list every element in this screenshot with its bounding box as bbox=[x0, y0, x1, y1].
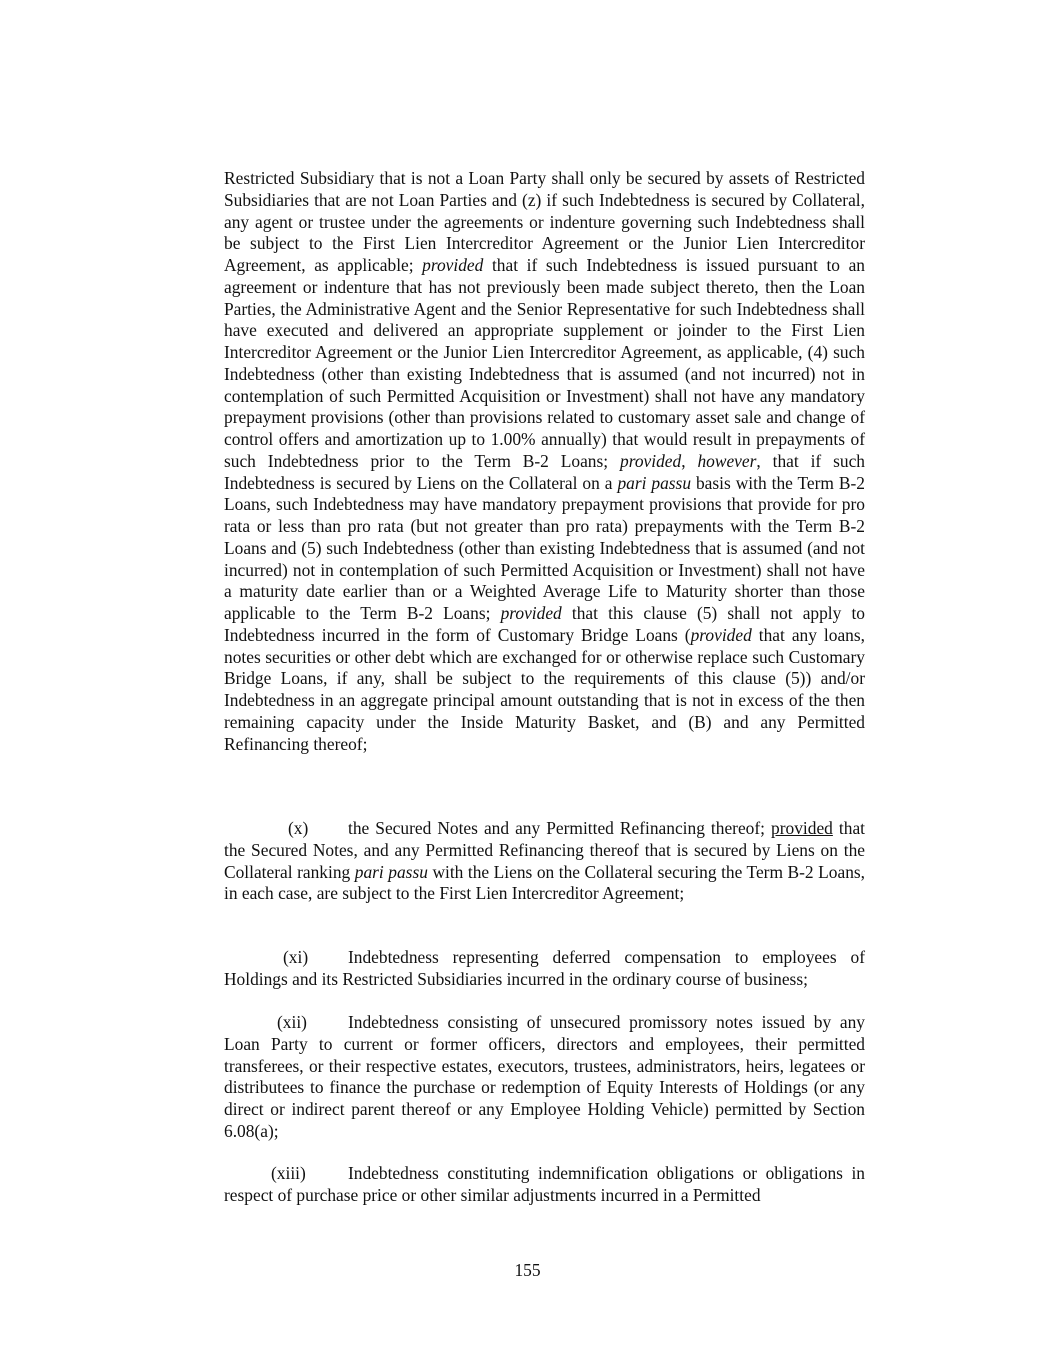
paragraph-continuation bbox=[224, 168, 865, 755]
italic-term: provided bbox=[500, 603, 562, 623]
italic-term: pari passu bbox=[617, 472, 692, 493]
italic-term: provided bbox=[422, 255, 484, 275]
text-run: the Secured Notes and any Permitted Refinancing thereof; bbox=[348, 818, 772, 838]
clause-number: (xii) bbox=[277, 1012, 307, 1032]
text-run: , that if such Indebtedness is secured by Liens on the Collateral on a bbox=[224, 450, 866, 493]
clause-text: Indebtedness constituting indemnification obligations or obligations in respect of purchase price or other similar adjustments incurred in a Permitted bbox=[224, 1163, 865, 1205]
italic-term: pari passu bbox=[354, 861, 428, 882]
text-run: , bbox=[681, 450, 698, 471]
page-number: 155 bbox=[514, 1260, 541, 1280]
text-run: with the Liens on the Collateral securing the Term B-2 Loans, in each case, are subject to the First Lien Intercreditor Agreement; bbox=[224, 861, 866, 904]
text-run: Restricted Subsidiary that is not a Loan Party shall only be secured by assets of Restricted Subsidiaries that are not Loan Parties and (z) if such Indebtedness is secured by Collateral, any agent or trustee under the agreements or indenture governing such Indebtedness shall be subject to the First Lien Intercreditor Agreement or the Junior Lien Intercreditor Agreement, as applicable; bbox=[224, 168, 865, 275]
clause-xiii bbox=[224, 1163, 865, 1207]
text-run: that any loans, notes securities or other debt which are exchanged for or otherwise replace such Customary Bridge Loans, if any, shall be subject to the requirements of this clause (5)) and/or Indebtedness in an aggregate principal amount outstanding that is not in excess of the then remaining capacity under the Inside Maturity Basket, and (B) and any Permitted Refinancing thereof; bbox=[224, 624, 865, 754]
italic-term: provided bbox=[620, 450, 682, 471]
clause-number: (xiii) bbox=[271, 1163, 306, 1183]
italic-term: provided bbox=[690, 624, 752, 645]
clause-number: (x) bbox=[288, 818, 309, 838]
text-run: basis with the Term B-2 Loans, such Indebtedness may have mandatory prepayment provisions that provide for pro rata or less than pro rata (but not greater than pro rata) prepayments with the Term B-2 Loans and (5) such Indebtedness (other than existing Indebtedness that is assumed (and not incurred) not in contemplation of such Permitted Acquisition or Investment) shall not have a maturity date earlier than or a Weighted Average Life to Maturity shorter than those applicable to the Term B-2 Loans; bbox=[224, 472, 865, 623]
clause-number: (xi) bbox=[283, 947, 309, 967]
text-run: that the Secured Notes, and any Permitted Refinancing thereof that is secured by Liens on the Collateral ranking bbox=[224, 818, 865, 882]
underlined-term: provided bbox=[771, 818, 833, 838]
clause-text: Indebtedness representing deferred compensation to employees of Holdings and its Restricted Subsidiaries incurred in the ordinary course of business; bbox=[224, 947, 865, 989]
clause-xi bbox=[224, 947, 865, 991]
italic-term: however bbox=[697, 450, 757, 471]
text-run: that if such Indebtedness is issued pursuant to an agreement or indenture that has not previously been made subject thereto, then the Loan Parties, the Administrative Agent and the Senior Representative for such Indebtedness shall have executed and delivered an appropriate supplement or joinder to the First Lien Intercreditor Agreement or the Junior Lien Intercreditor Agreement, as applicable, (4) such Indebtedness (other than existing Indebtedness that is assumed (and not incurred) not in contemplation of such Permitted Acquisition or Investment) shall not have any mandatory prepayment provisions (other than provisions related to customary asset sale and change of control offers and amortization up to 1.00% annually) that would result in prepayments of such Indebtedness prior to the Term B-2 Loans; bbox=[224, 255, 866, 471]
clause-x bbox=[224, 818, 865, 905]
clause-text: Indebtedness consisting of unsecured promissory notes issued by any Loan Party to current or former officers, directors and employees, their permitted transferees, or their respective estates, executors, trustees, administrators, heirs, legatees or distributees to finance the purchase or redemption of Equity Interests of Holdings (or any direct or indirect parent thereof or any Employee Holding Vehicle) permitted by Section 6.08(a); bbox=[224, 1012, 865, 1141]
clause-xii bbox=[224, 1012, 865, 1143]
text-run: that this clause (5) shall not apply to Indebtedness incurred in the form of Customary Bridge Loans ( bbox=[224, 603, 865, 645]
